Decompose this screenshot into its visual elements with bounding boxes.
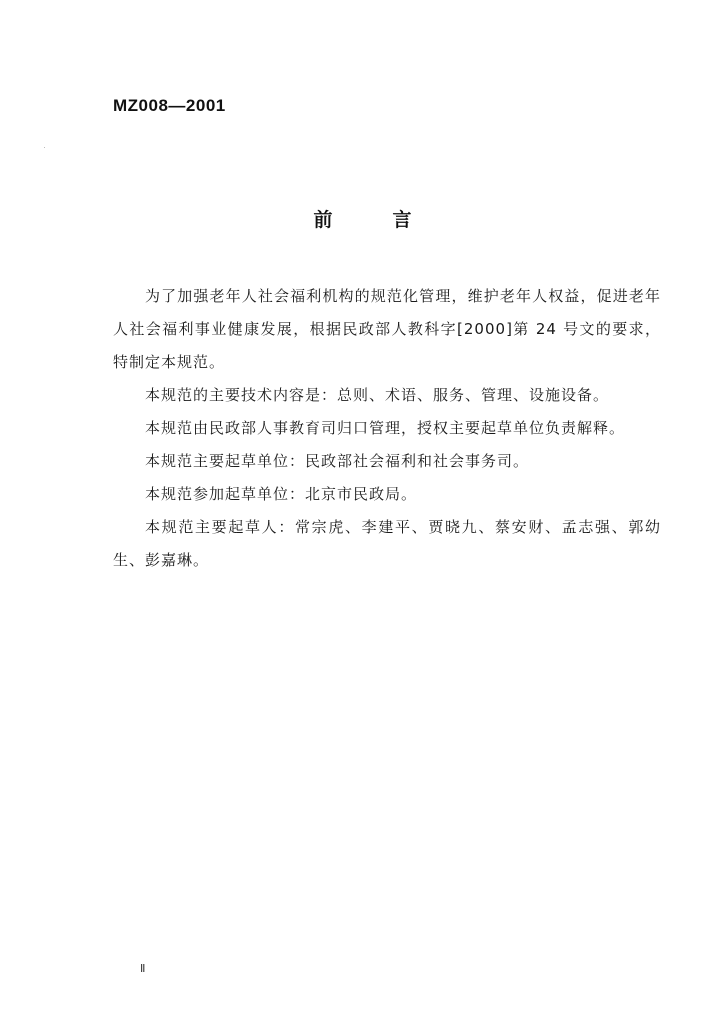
paragraph-purpose: 为了加强老年人社会福利机构的规范化管理，维护老年人权益，促进老年人社会福利事业健康发展，根据民政部人教科字[2000]第 24 号文的要求，特制定本规范。 — [113, 287, 661, 371]
heading-char-1: 前 — [313, 209, 333, 231]
page-number: Ⅱ — [140, 963, 146, 975]
paragraph-main-drafting-unit: 本规范主要起草单位：民政部社会福利和社会事务司。 — [145, 452, 530, 470]
paragraph-participating-unit: 本规范参加起草单位：北京市民政局。 — [145, 485, 418, 503]
scan-speck — [44, 147, 45, 148]
paragraph-technical-content: 本规范的主要技术内容是：总则、术语、服务、管理、设施设备。 — [145, 386, 610, 404]
paragraph-management: 本规范由民政部人事教育司归口管理，授权主要起草单位负责解释。 — [145, 419, 626, 437]
paragraph-drafters: 本规范主要起草人：常宗虎、李建平、贾晓九、蔡安财、孟志强、郭幼生、彭嘉琳。 — [113, 518, 661, 569]
document-code: MZ008—2001 — [113, 96, 226, 115]
heading-char-2: 言 — [392, 209, 412, 231]
section-heading — [0, 205, 725, 232]
foreword-body — [113, 280, 661, 577]
